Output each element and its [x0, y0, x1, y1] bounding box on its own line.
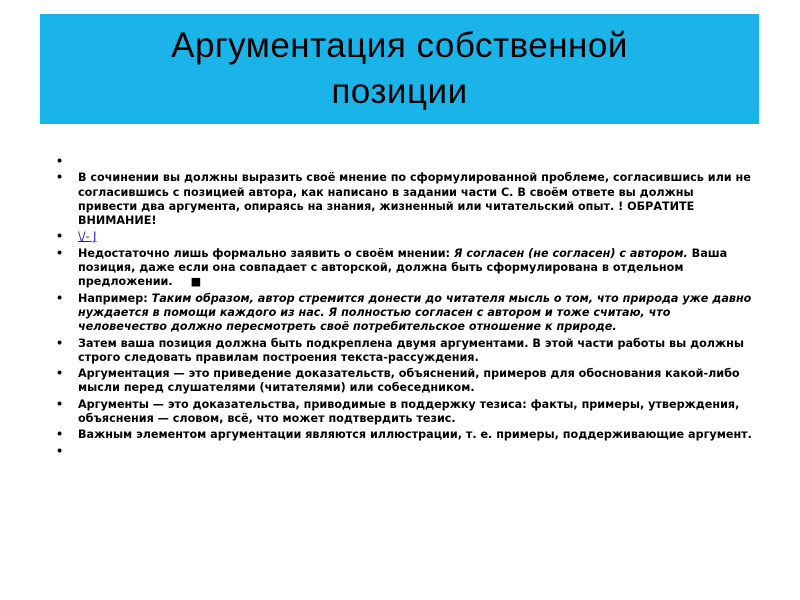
list-item-argumentation-def	[54, 367, 754, 396]
link-text[interactable]: \/- J	[78, 230, 97, 244]
list-item-text: Аргументация — это приведение доказательств, объяснений, примеров для обоснования какой-либо мысли перед слушателями (читателями) или собеседником.	[78, 367, 740, 395]
list-item-example	[54, 292, 754, 335]
list-item-illustrations	[54, 428, 754, 442]
list-item-text: Например:	[78, 291, 152, 305]
list-item-text: Затем ваша позиция должна быть подкреплена двумя аргументами. В этой части работы вы должны строго следовать правилам построения текста-рассуждения.	[78, 336, 744, 364]
list-item-opinion	[54, 247, 754, 290]
italic-example: Я согласен (не согласен) с автором.	[453, 246, 688, 260]
bullet-icon: •	[56, 246, 64, 260]
square-mark-icon: ■	[190, 275, 202, 289]
slide-title	[171, 23, 628, 115]
bullet-list	[54, 155, 754, 461]
list-item-arguments	[54, 337, 754, 366]
bullet-icon: •	[56, 291, 64, 305]
list-item-text-continued: Ваша позиция, даже если она совпадает с авторской, должна быть сформулирована в отдельном предложении.	[78, 246, 728, 289]
bullet-icon: •	[56, 397, 64, 411]
title-band	[40, 14, 759, 124]
bullet-icon: •	[56, 428, 64, 442]
list-item-text: Важным элементом аргументации являются иллюстрации, т. е. примеры, поддерживающие аргумент.	[78, 428, 752, 442]
list-item-arguments-def	[54, 398, 754, 427]
list-item-empty-2	[54, 445, 754, 459]
list-item-link[interactable]	[54, 230, 754, 244]
bullet-icon: •	[56, 155, 64, 168]
list-item-intro	[54, 171, 754, 228]
bullet-icon: •	[56, 171, 64, 185]
list-item-text: Недостаточно лишь формально заявить о своём мнении:	[78, 246, 454, 260]
bullet-icon: •	[56, 444, 64, 458]
italic-example: Таким образом, автор стремится донести до читателя мысль о том, что природа уже давно нуждается в помощи каждого из нас. Я полностью согласен с автором и тоже считаю, что человечество должно пересмотреть своё потребительское отношение к природе.	[78, 291, 752, 334]
title-line-2: позиции	[331, 72, 468, 111]
bullet-icon: •	[56, 336, 64, 350]
bullet-icon: •	[56, 230, 64, 244]
bullet-icon: •	[56, 367, 64, 381]
list-item-text: В сочинении вы должны выразить своё мнение по сформулированной проблеме, согласившись или не согласившись с позицией автора, как написано в задании части С. В своём ответе вы должны привести два аргумента, опираясь на знания, жизненный или читательский опыт. ! ОБРАТИТЕ ВНИМАНИЕ!	[78, 171, 751, 228]
list-item-empty-1	[54, 155, 754, 169]
title-line-1: Аргументация собственной	[171, 26, 628, 65]
list-item-text: Аргументы — это доказательства, приводимые в поддержку тезиса: факты, примеры, утверждения, объяснения — словом, всё, что может подтвердить тезис.	[78, 397, 740, 426]
